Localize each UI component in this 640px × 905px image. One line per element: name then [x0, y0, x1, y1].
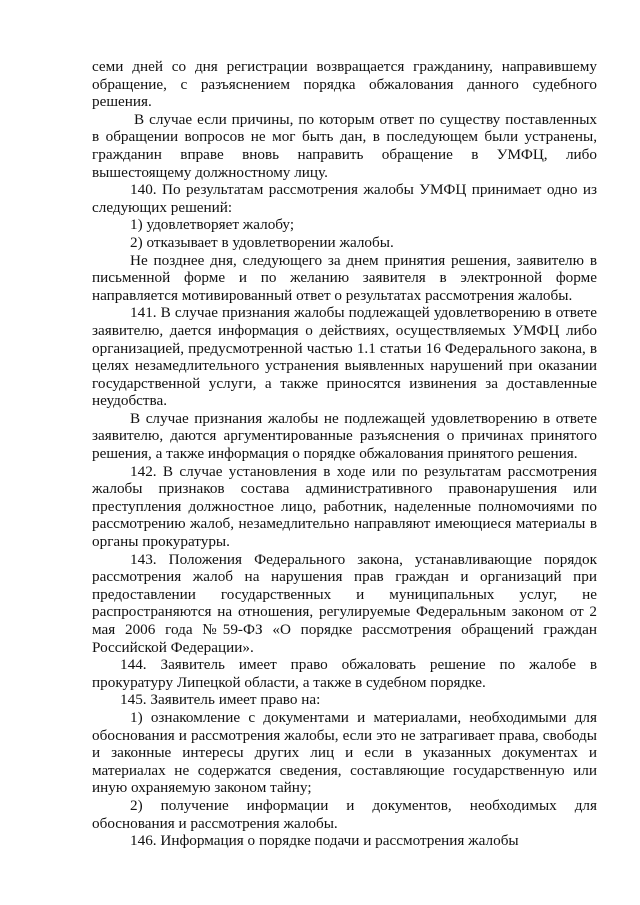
paragraph-response-deadline: Не позднее дня, следующего за днем принятия решения, заявителю в письменной форме и по желанию заявителя в электронной форме направляется мотивированный ответ о результатах рассмотрения жалобы. [92, 251, 597, 304]
paragraph-145: 145. Заявитель имеет право на: [120, 691, 321, 709]
document-body [92, 58, 597, 850]
list-item-140-1: 1) удовлетворяет жалобу; [130, 216, 295, 234]
paragraph-rejection: В случае признания жалобы не подлежащей удовлетворению в ответе заявителю, даются аргументированные разъяснения о причинах принятого решения, а также информация о порядке обжалования принятого решения. [92, 409, 597, 463]
paragraph-142: 142. В случае установления в ходе или по результатам рассмотрения жалобы признаков состава административного правонарушения или преступления должностное лицо, работник, наделенные полномочиями по рассмотрению жалоб, незамедлительно направляют имеющиеся материалы в органы прокуратуры. [92, 462, 597, 551]
list-item-145-1: 1) ознакомление с документами и материалами, необходимыми для обоснования и рассмотрения жалобы, если это не затрагивает права, свободы и законные интересы других лиц и если в указанных документах и материалах не содержатся сведения, составляющие государственную или иную охраняемую законом тайну; [92, 708, 597, 797]
paragraph-146: 146. Информация о порядке подачи и рассмотрения жалобы [130, 832, 519, 850]
paragraph-143: 143. Положения Федерального закона, устанавливающие порядок рассмотрения жалоб на нарушения прав граждан и организаций при предоставлении государственных и муниципальных услуг, не распространяются на отношения, регулируемые Федеральным законом от 2 мая 2006 года №59-ФЗ «О порядке рассмотрения обращений граждан Российской Федерации». [92, 550, 597, 656]
paragraph-144: 144. Заявитель имеет право обжаловать решение по жалобе в прокуратуру Липецкой области, а также в судебном порядке. [92, 656, 597, 691]
list-item-145-2: 2) получение информации и документов, необходимых для обоснования и рассмотрения жалобы. [92, 796, 597, 832]
paragraph-continuation: семи дней со дня регистрации возвращается гражданину, направившему обращение, с разъяснением порядка обжалования данного судебного решения. [92, 58, 597, 111]
paragraph-140: 140. По результатам рассмотрения жалобы УМФЦ принимает одно из следующих решений: [92, 181, 597, 216]
paragraph-141: 141. В случае признания жалобы подлежащей удовлетворению в ответе заявителю, дается информация о действиях, осуществляемых УМФЦ либо организацией, предусмотренной частью 1.1 статьи 16 Федерального закона, в целях незамедлительного устранения выявленных нарушений при оказании государственной услуги, а также приносятся извинения за доставленные неудобства. [92, 304, 597, 410]
paragraph-reapply: В случае если причины, по которым ответ по существу поставленных в обращении вопросов не мог быть дан, в последующем были устранены, гражданин вправе вновь направить обращение в УМФЦ, либо вышестоящему должностному лицу. [92, 110, 597, 181]
list-item-140-2: 2) отказывает в удовлетворении жалобы. [130, 233, 394, 251]
